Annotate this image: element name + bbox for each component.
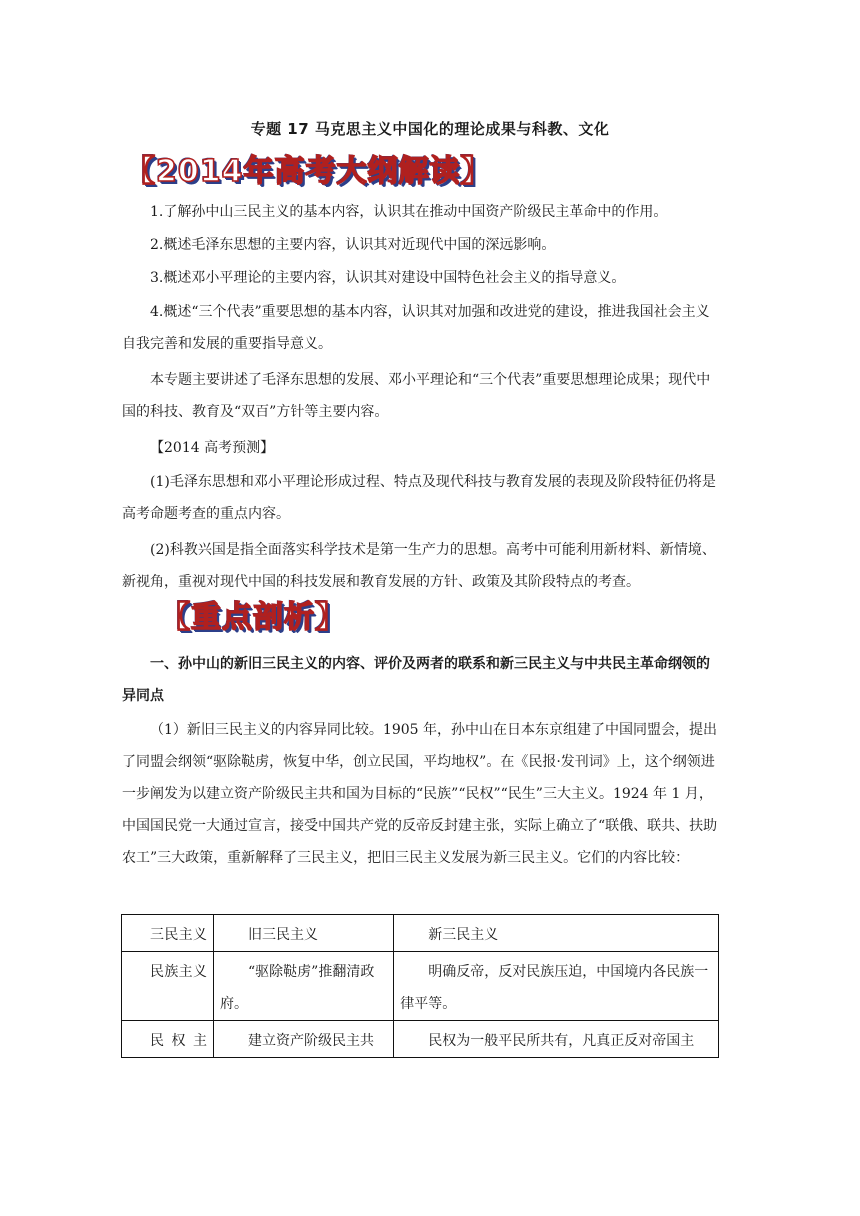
table-header-row: [122, 915, 719, 952]
outline-item-2: 2.概述毛泽东思想的主要内容，认识其对近现代中国的深远影响。: [150, 237, 556, 253]
outline-item-4: 4.概述“三个代表”重要思想的基本内容，认识其对加强和改进党的建设，推进我国社会主义自我完善和发展的重要指导意义。: [122, 304, 710, 352]
outline-item-1: 1.了解孙中山三民主义的基本内容，认识其在推动中国资产阶级民主革命中的作用。: [150, 204, 668, 220]
table-row: [122, 1021, 719, 1058]
table-cell: 旧三民主义: [214, 915, 394, 952]
table-row: [122, 952, 719, 1021]
comparison-table: [121, 914, 719, 1058]
table-cell: 明确反帝，反对民族压迫，中国境内各民族一律平等。: [394, 952, 719, 1021]
document-title: 专题 17 马克思主义中国化的理论成果与科教、文化: [250, 120, 610, 138]
table-cell: 民族主义: [122, 952, 214, 1021]
table-cell: 新三民主义: [394, 915, 719, 952]
banner-key-analysis: 【重点剖析】: [160, 600, 346, 635]
forecast-item-2: (2)科教兴国是指全面落实科学技术是第一生产力的思想。高考中可能利用新材料、新情境、新视角，重视对现代中国的科技发展和教育发展的方针、政策及其阶段特点的考查。: [122, 542, 716, 590]
forecast-heading: 【2014 高考预测】: [150, 440, 275, 456]
table-cell: 民权主: [122, 1021, 214, 1058]
table-cell: 建立资产阶级民主共: [214, 1021, 394, 1058]
section-heading: 一、孙中山的新旧三民主义的内容、评价及两者的联系和新三民主义与中共民主革命纲领的异同点: [122, 656, 710, 704]
banner-outline: 【2014年高考大纲解读】: [125, 154, 492, 189]
section-paragraph: （1）新旧三民主义的内容异同比较。1905 年，孙中山在日本东京组建了中国同盟会，提出了同盟会纲领“驱除鞑虏，恢复中华，创立民国，平均地权”。在《民报·发刊词》上，这个纲领进一步阐发为以建立资产阶级民主共和国为目标的“民族”“民权”“民生”三大主义。1924 年 1 月，中国国民党一大通过宣言，接受中国共产党的反帝反封建主张，实际上确立了“联俄、联共、扶助农工”三大政策，重新解释了三民主义，把旧三民主义发展为新三民主义。它们的内容比较：: [122, 722, 718, 866]
table-cell: “驱除鞑虏”推翻清政府。: [214, 952, 394, 1021]
outline-item-3: 3.概述邓小平理论的主要内容，认识其对建设中国特色社会主义的指导意义。: [150, 270, 626, 286]
summary-paragraph: 本专题主要讲述了毛泽东思想的发展、邓小平理论和“三个代表”重要思想理论成果；现代中国的科技、教育及“双百”方针等主要内容。: [122, 372, 711, 420]
forecast-item-1: (1)毛泽东思想和邓小平理论形成过程、特点及现代科技与教育发展的表现及阶段特征仍将是高考命题考查的重点内容。: [122, 474, 716, 522]
table-cell: 民权为一般平民所共有，凡真正反对帝国主: [394, 1021, 719, 1058]
table-cell: 三民主义: [122, 915, 214, 952]
